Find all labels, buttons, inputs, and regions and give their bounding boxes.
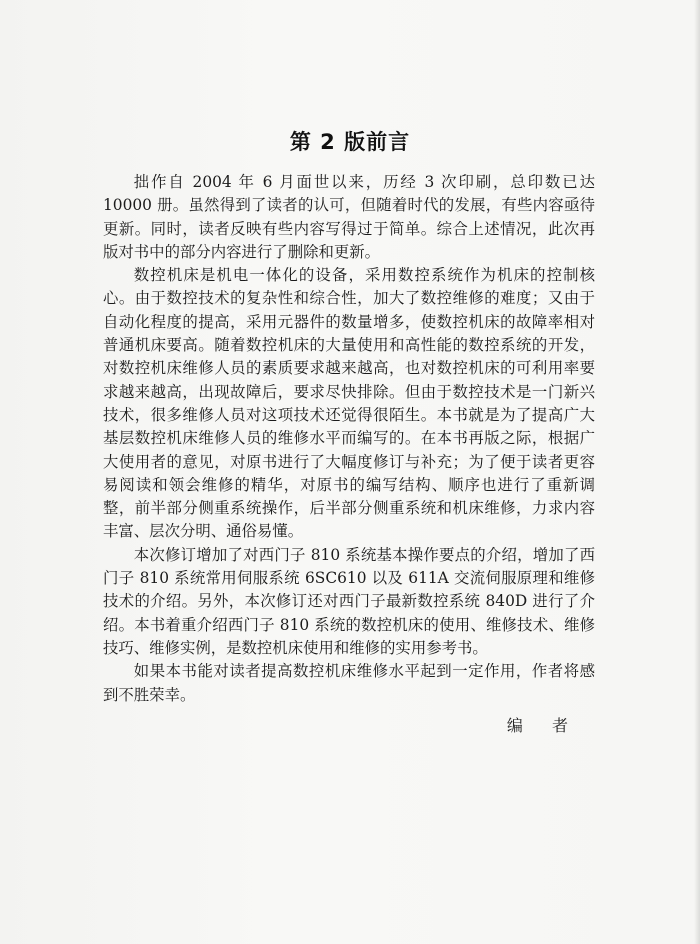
signature: 编 者 [506,716,580,735]
page-title: 第 2 版前言 [289,130,411,154]
preface-body [103,171,595,707]
paragraph-1: 拙作自 2004 年 6 月面世以来，历经 3 次印刷，总印数已达 10000 册。虽然得到了读者的认可，但随着时代的发展，有些内容亟待更新。同时，读者反映有些内容写得过于简单。综合上述情况，此次再版对书中的部分内容进行了删除和更新。 [103,173,595,261]
paragraph-4: 如果本书能对读者提高数控机床维修水平起到一定作用，作者将感到不胜荣幸。 [103,662,595,704]
page-edge-shadow [694,0,700,944]
paragraph-2: 数控机床是机电一体化的设备，采用数控系统作为机床的控制核心。由于数控技术的复杂性和综合性，加大了数控维修的难度；又由于自动化程度的提高，采用元器件的数量增多，使数控机床的故障率相对普通机床要高。随着数控机床的大量使用和高性能的数控系统的开发，对数控机床维修人员的素质要求越来越高，也对数控机床的可利用率要求越来越高，出现故障后，要求尽快排除。但由于数控技术是一门新兴技术，很多维修人员对这项技术还觉得很陌生。本书就是为了提高广大基层数控机床维修人员的维修水平而编写的。在本书再版之际，根据广大使用者的意见，对原书进行了大幅度修订与补充；为了便于读者更容易阅读和领会维修的精华，对原书的编写结构、顺序也进行了重新调整，前半部分侧重系统操作，后半部分侧重系统和机床维修，力求内容丰富、层次分明、通俗易懂。 [103,266,595,541]
paragraph-3: 本次修订增加了对西门子 810 系统基本操作要点的介绍，增加了西门子 810 系统常用伺服系统 6SC610 以及 611A 交流伺服原理和维修技术的介绍。另外，本次修订还对西门子最新数控系统 840D 进行了介绍。本书着重介绍西门子 810 系统的数控机床的使用、维修技术、维修技巧、维修实例，是数控机床使用和维修的实用参考书。 [103,545,595,657]
